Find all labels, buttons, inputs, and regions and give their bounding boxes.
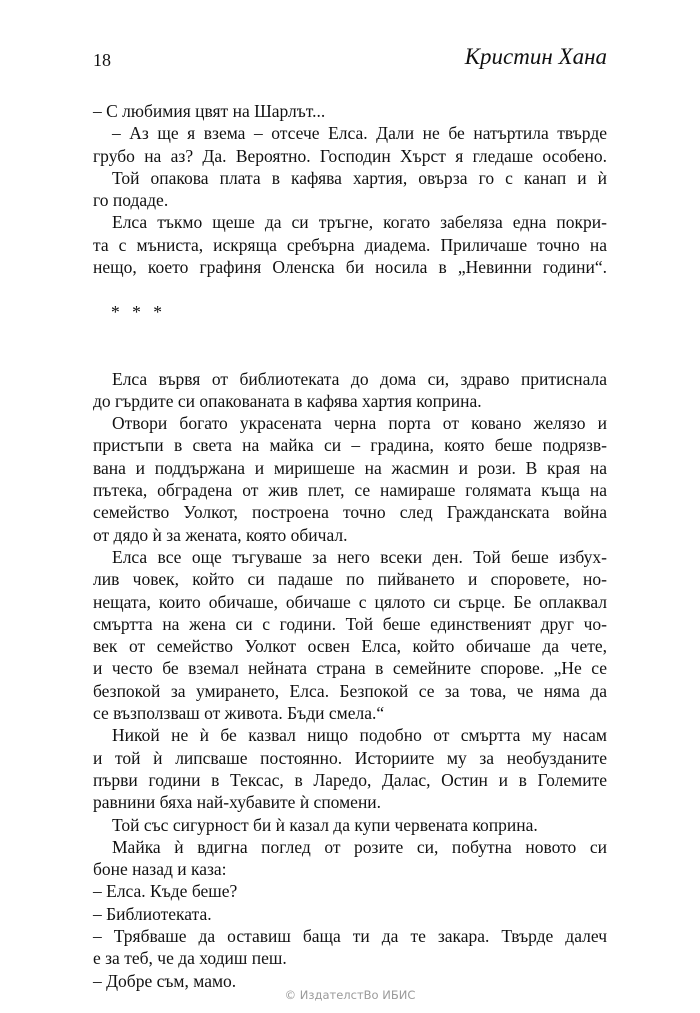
- text-line: пристъпи в света на майка си – градина, която беше подрязв-: [93, 435, 607, 456]
- page-number: 18: [93, 50, 111, 70]
- text-line: Майка ѝ вдигна поглед от розите си, побутна новото си: [112, 836, 607, 857]
- text-line: Елса вървя от библиотеката до дома си, здраво притиснала: [112, 368, 607, 389]
- text-line: вана и поддържана и миришеше на жасмин и рози. В края на: [93, 457, 607, 478]
- text-line: – Добре съм, мамо.: [93, 970, 237, 991]
- text-line: Той със сигурност би ѝ казал да купи червената коприна.: [112, 814, 538, 835]
- text-line: – Аз ще я взема – отсече Елса. Дали не бе натъртила твърде: [112, 123, 607, 144]
- text-line: боне назад и каза:: [93, 859, 227, 880]
- text-line: безпокой за умирането, Елса. Безпокой се за това, че няма да: [93, 680, 607, 701]
- text-line: век от семейство Уолкот освен Елса, който обичаше да чете,: [93, 636, 607, 657]
- text-line: до гърдите си опакованата в кафява хартия коприна.: [93, 390, 482, 411]
- text-line: Той опакова плата в кафява хартия, овърза го с канап и ѝ: [112, 167, 607, 188]
- text-line: от дядо ѝ за жената, която обичал.: [93, 524, 348, 545]
- text-line: се възползваш от живота. Бъди смела.“: [93, 703, 385, 724]
- text-line: Елса все още тъгуваше за него всеки ден. Той беше избух-: [112, 546, 607, 567]
- text-line: нещата, които обичаше, обичаше с цялото си сърце. Бе оплаквал: [93, 591, 607, 612]
- copyright-footer: © ИздателстВо ИБИС: [284, 988, 416, 1002]
- text-line: – Елса. Къде беше?: [93, 881, 238, 902]
- text-line: го подаде.: [93, 190, 169, 211]
- section-separator: * * *: [111, 301, 166, 322]
- text-line: семейство Уолкот, построена точно след Гражданската война: [93, 502, 607, 523]
- text-line: смъртта на жена си с години. Той беше единственият друг чо-: [93, 613, 607, 634]
- text-line: първи години в Тексас, в Ларедо, Далас, Остин и в Големите: [93, 769, 607, 790]
- text-line: лив човек, който си падаше по пийването и споровете, но-: [93, 569, 607, 590]
- body-text: [93, 100, 607, 992]
- text-line: и често бе вземал нейната страна в семейните спорове. „Не се: [93, 658, 607, 679]
- text-line: грубо на аз? Да. Вероятно. Господин Хърст я гледаше особено.: [93, 145, 607, 166]
- text-line: – Трябваше да оставиш баща ти да те закара. Твърде далеч: [93, 925, 607, 946]
- text-line: – С любимия цвят на Шарлът...: [93, 101, 326, 121]
- blank-line: [93, 323, 607, 345]
- text-line: нещо, което графиня Оленска би носила в „Невинни години“.: [93, 257, 607, 278]
- blank-line: [93, 345, 607, 367]
- text-line: равнини бяха най-хубавите ѝ спомени.: [93, 792, 382, 813]
- text-line: и той ѝ липсваше постоянно. Историите му за необузданите: [93, 747, 607, 768]
- running-title: Кристин Хана: [464, 44, 607, 69]
- text-line: е за теб, че да ходиш пеш.: [93, 948, 287, 969]
- page-header: [93, 44, 607, 76]
- text-line: та с мъниста, искряща сребърна диадема. Приличаше точно на: [93, 234, 607, 255]
- text-line: – Библиотеката.: [93, 903, 212, 924]
- blank-line: [93, 278, 607, 300]
- text-line: пътека, обградена от жив плет, се намираше голямата къща на: [93, 480, 607, 501]
- text-line: Отвори богато украсената черна порта от ковано желязо и: [112, 413, 607, 434]
- text-line: Елса тъкмо щеше да си тръгне, когато забеляза една покри-: [112, 212, 607, 233]
- text-line: Никой не ѝ бе казвал нищо подобно от смъртта му насам: [112, 725, 607, 746]
